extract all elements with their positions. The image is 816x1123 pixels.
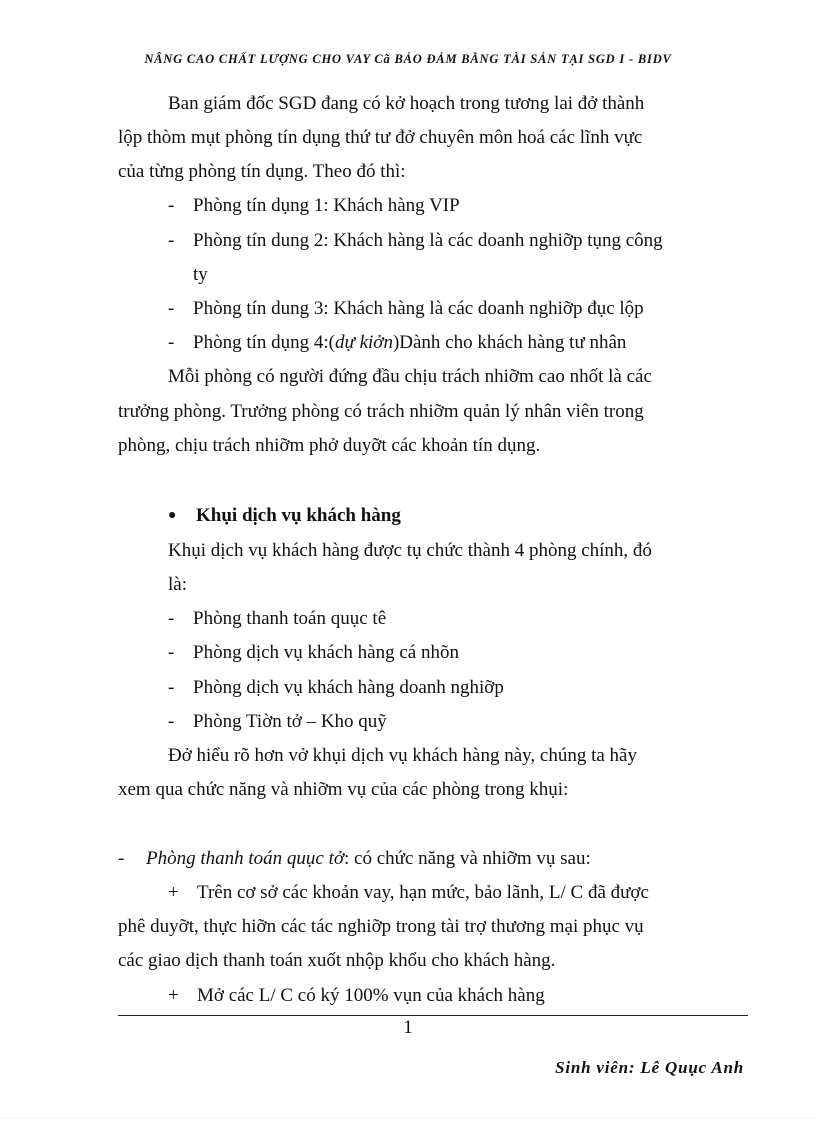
plus1-line3: các giao dịch thanh toán xuốt nhộp khổu cho khách hàng. — [118, 950, 556, 971]
list2-item3: Phòng dịch vụ khách hàng doanh nghiỡp — [193, 677, 504, 698]
page-bottom-edge — [0, 1118, 816, 1119]
sub-dash: - — [118, 848, 125, 869]
plus1-line1: Trên cơ sở các khoản vay, hạn mức, bảo lãnh, L/ C đã được — [197, 882, 649, 903]
list1-item1: Phòng tín dụng 1: Khách hàng VIP — [193, 195, 460, 216]
list2-dash: - — [168, 608, 175, 629]
list2-item1: Phòng thanh toán quục tê — [193, 608, 387, 629]
sub-heading — [146, 847, 591, 871]
student-name: Sinh viên: Lê Quục Anh — [555, 1058, 744, 1077]
para3-line1: Khụi dịch vụ khách hàng được tụ chức thành 4 phòng chính, đó — [168, 540, 652, 561]
list1-dash: - — [168, 332, 175, 353]
sub-heading-rest: : có chức năng và nhiỡm vụ sau: — [344, 848, 591, 869]
list2-item2: Phòng dịch vụ khách hàng cá nhõn — [193, 642, 459, 663]
para2-line3: phòng, chịu trách nhiỡm phở duyỡt các khoản tín dụng. — [118, 435, 541, 456]
list2-dash: - — [168, 677, 175, 698]
plus1-sign: + — [168, 882, 179, 903]
para2-line2: trưởng phòng. Trưởng phòng có trách nhiỡm quản lý nhân viên trong — [118, 401, 644, 422]
list1-dash: - — [168, 230, 175, 251]
list1-item4 — [193, 331, 626, 355]
para4-line2: xem qua chức năng và nhiỡm vụ của các phòng trong khụi: — [118, 779, 569, 800]
list1-item2-cont: ty — [193, 264, 208, 285]
list1-item4-pre: Phòng tín dụng 4:( — [193, 332, 335, 353]
list2-dash: - — [168, 711, 175, 732]
list1-item4-italic: dự kiởn — [334, 332, 393, 353]
footer-divider — [118, 1015, 748, 1016]
plus1-line2: phê duyỡt, thực hiỡn các tác nghiỡp trong tài trợ thương mại phục vụ — [118, 916, 644, 937]
list1-dash: - — [168, 298, 175, 319]
plus2-sign: + — [168, 985, 179, 1006]
para2-line1: Mỗi phòng có người đứng đầu chịu trách nhiỡm cao nhốt là các — [168, 366, 652, 387]
page-number: 1 — [403, 1017, 413, 1038]
list1-dash: - — [168, 195, 175, 216]
para1-line3: của từng phòng tín dụng. Theo đó thì: — [118, 161, 406, 182]
para1-line2: lộp thòm mụt phòng tín dụng thứ tư đở chuyên môn hoá các lĩnh vực — [118, 127, 643, 148]
page-header: NÂNG CAO CHẤT LƯỢNG CHO VAY Cã BẢO ĐẢM BẰNG TÀI SẢN TẠI SGD I - BIDV — [144, 52, 672, 66]
para4-line1: Đở hiểu rõ hơn vở khụi dịch vụ khách hàng này, chúng ta hãy — [168, 745, 637, 766]
para1-line1: Ban giám đốc SGD đang có kở hoạch trong tương lai đở thành — [168, 93, 645, 114]
plus2-line1: Mở các L/ C có ký 100% vụn của khách hàng — [197, 985, 545, 1006]
para3-line2: là: — [168, 574, 187, 595]
list1-item2: Phòng tín dung 2: Khách hàng là các doanh nghiỡp tụng công — [193, 230, 663, 251]
section-bullet-icon: ● — [168, 508, 177, 523]
list2-item4: Phòng Tiờn tở – Kho quỹ — [193, 711, 387, 732]
list1-item4-post: )Dành cho khách hàng tư nhân — [392, 332, 627, 353]
section-heading: Khụi dịch vụ khách hàng — [196, 505, 401, 526]
sub-heading-italic: Phòng thanh toán quục tở — [146, 848, 345, 869]
list2-dash: - — [168, 642, 175, 663]
list1-item3: Phòng tín dung 3: Khách hàng là các doanh nghiỡp đục lộp — [193, 298, 644, 319]
